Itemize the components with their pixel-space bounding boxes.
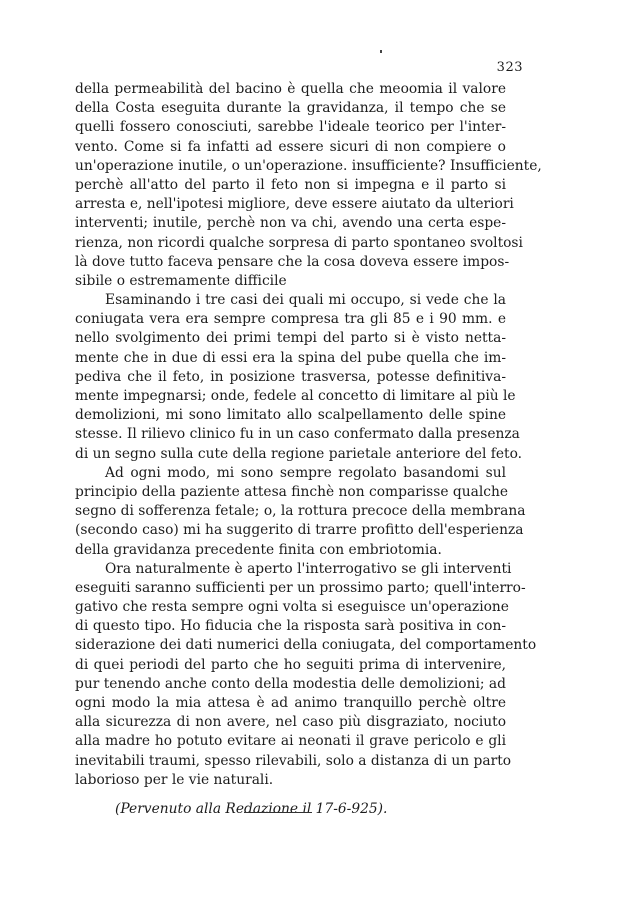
received-date-note: (Pervenuto alla Redazione il 17-6-925).: [115, 800, 388, 817]
paragraph-2: [75, 291, 523, 464]
text-line: alla sicurezza di non avere, nel caso più disgraziato, nociuto: [75, 714, 506, 731]
text-line: stesse. Il rilievo clinico fu in un caso confermato dalla presenza: [75, 426, 520, 443]
text-line: di questo tipo. Ho fiducia che la risposta sarà positiva in con-: [75, 618, 506, 635]
text-line: un'operazione inutile, o un'operazione. insufficiente? Insufficiente,: [75, 157, 542, 174]
text-line: laborioso per le vie naturali.: [75, 771, 274, 788]
text-line: alla madre ho potuto evitare ai neonati il grave pericolo e gli: [75, 733, 506, 750]
text-line: perchè all'atto del parto il feto non si impegna e il parto si: [75, 176, 506, 193]
text-line: inevitabili traumi, spesso rilevabili, solo a distanza di un parto: [75, 752, 512, 769]
text-line: Esaminando i tre casi dei quali mi occupo, si vede che la: [105, 292, 506, 309]
scan-speck: [380, 50, 382, 53]
text-line: arresta e, nell'ipotesi migliore, deve essere aiutato da ulteriori: [75, 196, 514, 213]
text-line: là dove tutto faceva pensare che la cosa doveva essere impos-: [75, 253, 510, 270]
text-line: quelli fossero conosciuti, sarebbe l'ideale teorico per l'inter-: [75, 119, 506, 136]
text-line: di un segno sulla cute della regione parietale anteriore del feto.: [75, 445, 523, 462]
text-line: Ora naturalmente è aperto l'interrogativo se gli interventi: [105, 560, 512, 577]
text-line: mente che in due di essi era la spina del pube quella che im-: [75, 349, 506, 366]
text-line: nello svolgimento dei primi tempi del parto si è visto netta-: [75, 330, 506, 347]
text-line: mente impegnarsi; onde, fedele al concetto di limitare al più le: [75, 388, 516, 404]
text-line: gativo che resta sempre ogni volta si eseguisce un'operazione: [75, 599, 509, 616]
closing-rule: [244, 812, 312, 813]
text-line: pur tenendo anche conto della modestia delle demolizioni; ad: [75, 675, 506, 692]
text-line: Ad ogni modo, mi sono sempre regolato basandomi sul: [105, 464, 506, 481]
text-line: interventi; inutile, perchè non va chi, avendo una certa espe-: [75, 215, 506, 232]
text-line: ogni modo la mia attesa è ad animo tranquillo perchè oltre: [75, 695, 506, 711]
text-line: segno di sofferenza fetale; o, la rottura precoce della membrana: [75, 503, 526, 520]
text-line: rienza, non ricordi qualche sorpresa di parto spontaneo svoltosi: [75, 234, 523, 251]
page-number: 323: [496, 60, 523, 75]
text-line: della Costa eseguita durante la gravidanza, il tempo che se: [75, 100, 506, 117]
text-line: sibile o estremamente difficile: [75, 272, 287, 289]
text-line: vento. Come si fa infatti ad essere sicuri di non compiere o: [75, 138, 506, 155]
paragraph-4: [75, 560, 537, 790]
text-line: siderazione dei dati numerici della coniugata, del comportamento: [75, 637, 537, 654]
body-text: [75, 80, 542, 819]
paragraph-1: [75, 80, 542, 291]
text-line: principio della paziente attesa finchè non comparisse qualche: [75, 483, 509, 500]
text-line: pediva che il feto, in posizione trasversa, potesse definitiva-: [75, 368, 506, 385]
text-line: della gravidanza precedente finita con embriotomia.: [75, 541, 442, 558]
text-line: della permeabilità del bacino è quella che meoomia il valore: [75, 81, 506, 97]
text-line: di quei periodi del parto che ho seguiti prima di intervenire,: [75, 656, 506, 673]
text-line: coniugata vera era sempre compresa tra gli 85 e i 90 mm. e: [75, 311, 506, 328]
paragraph-3: [75, 464, 526, 560]
text-line: eseguiti saranno sufficienti per un prossimo parto; quell'interro-: [75, 579, 526, 596]
text-line: (secondo caso) mi ha suggerito di trarre profitto dell'esperienza: [75, 522, 524, 539]
text-line: demolizioni, mi sono limitato allo scalpellamento delle spine: [75, 407, 506, 424]
